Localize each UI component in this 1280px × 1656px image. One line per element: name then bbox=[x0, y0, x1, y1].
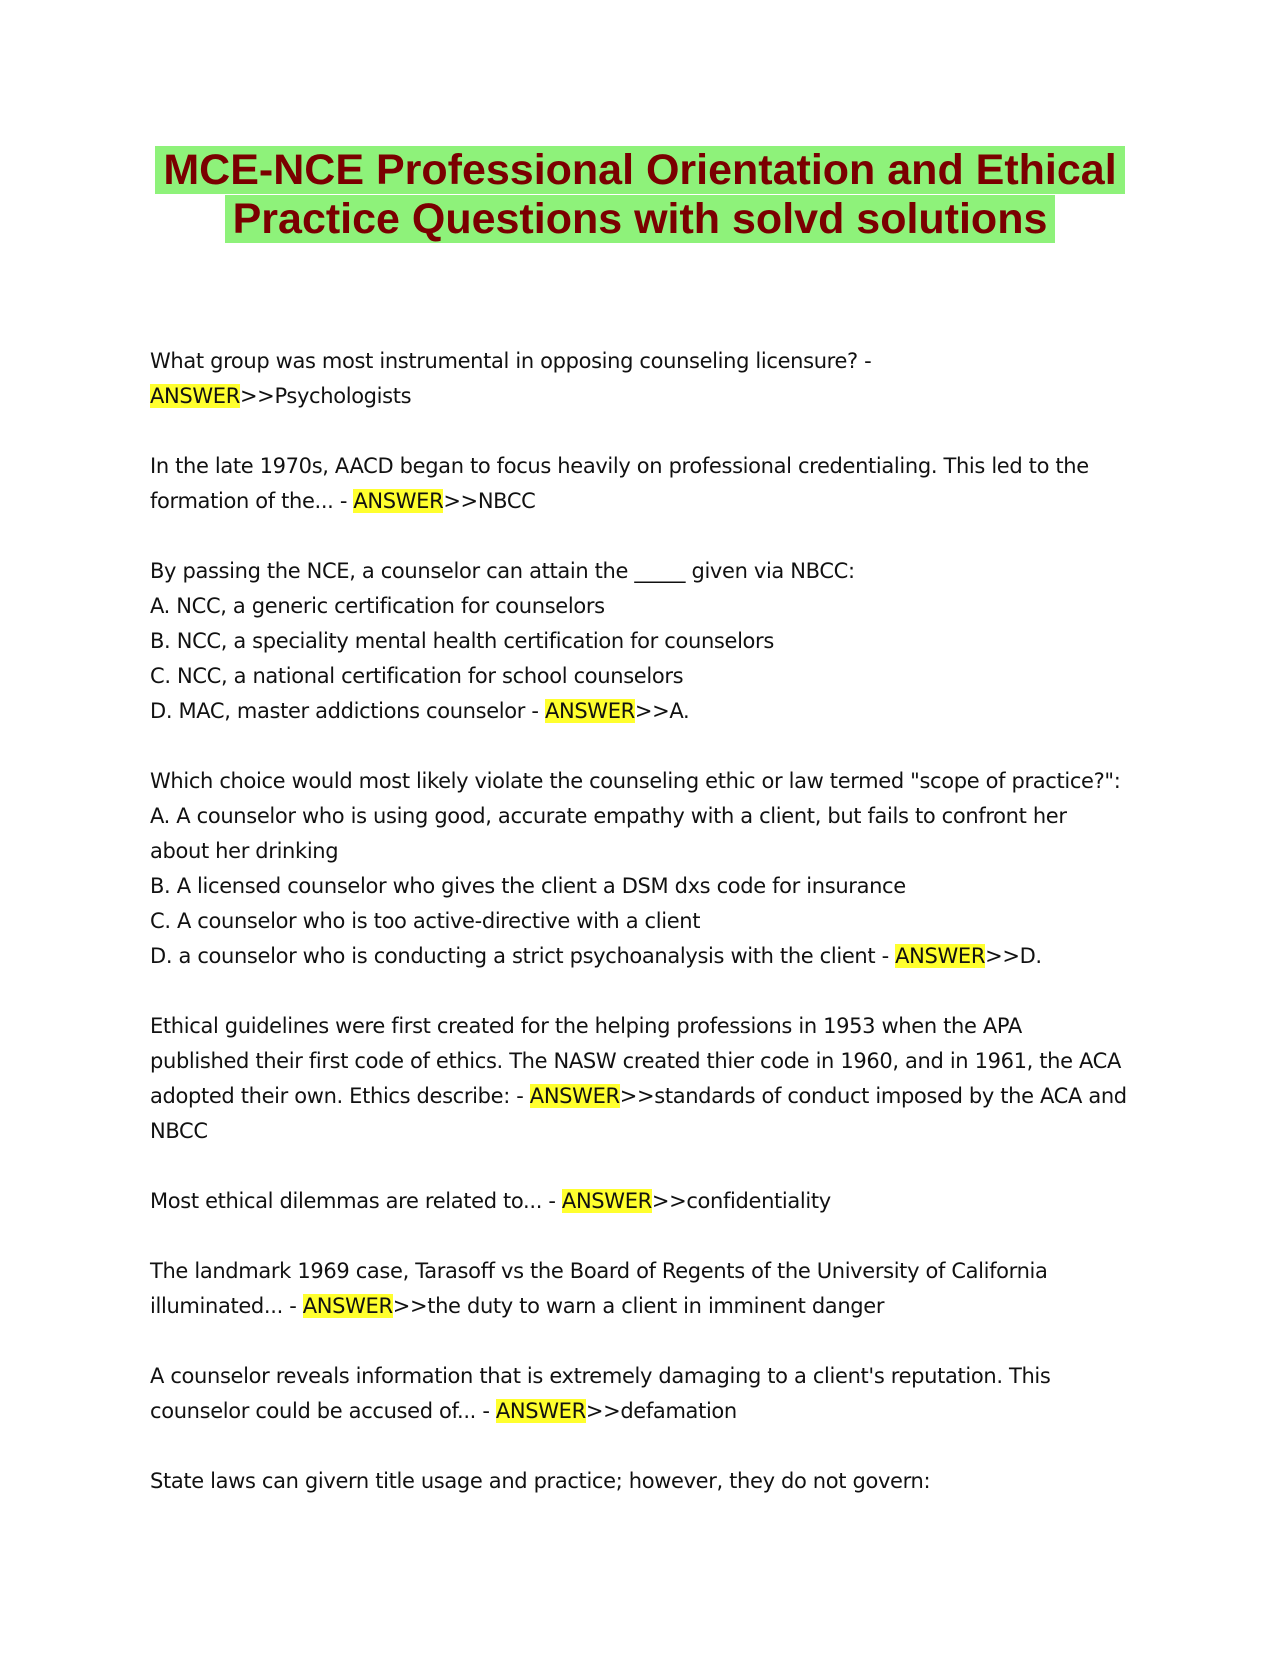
qa-item-7 bbox=[150, 1254, 1135, 1324]
answer-prefix: adopted their own. Ethics describe: - bbox=[150, 1084, 530, 1108]
option-line: A. A counselor who is using good, accurate empathy with a client, but fails to confront her bbox=[150, 804, 1067, 828]
question-line: Which choice would most likely violate the counseling ethic or law termed "scope of practice?": bbox=[150, 769, 1121, 793]
answer-marker: >> bbox=[392, 1294, 428, 1318]
answer-text: confidentiality bbox=[686, 1189, 831, 1213]
answer-label: ANSWER bbox=[561, 1189, 652, 1213]
answer-line bbox=[150, 939, 1135, 974]
answer-label: ANSWER bbox=[529, 1084, 620, 1108]
title-line-1: MCE-NCE Professional Orientation and Ethical bbox=[155, 146, 1124, 194]
answer-label: ANSWER bbox=[353, 489, 444, 513]
answer-text: Psychologists bbox=[274, 384, 412, 408]
option-line: B. A licensed counselor who gives the client a DSM dxs code for insurance bbox=[150, 874, 906, 898]
document-title bbox=[80, 146, 1200, 244]
question-line: State laws can givern title usage and practice; however, they do not govern: bbox=[150, 1469, 931, 1493]
answer-text: D. bbox=[1019, 944, 1042, 968]
answer-text: A. bbox=[669, 699, 690, 723]
qa-item-4 bbox=[150, 764, 1135, 974]
answer-line bbox=[150, 1079, 1135, 1114]
answer-prefix: illuminated... - bbox=[150, 1294, 303, 1318]
option-line: about her drinking bbox=[150, 839, 339, 863]
qa-item-3 bbox=[150, 554, 1135, 729]
answer-text: the duty to warn a client in imminent danger bbox=[427, 1294, 885, 1318]
question-line: What group was most instrumental in opposing counseling licensure? - bbox=[150, 349, 872, 373]
answer-prefix: formation of the... - bbox=[150, 489, 354, 513]
answer-continuation: NBCC bbox=[150, 1119, 208, 1143]
answer-line bbox=[150, 1394, 1135, 1429]
answer-marker: >> bbox=[239, 384, 275, 408]
question-line: Ethical guidelines were first created for the helping professions in 1953 when the APA bbox=[150, 1014, 1022, 1038]
option-line: C. NCC, a national certification for school counselors bbox=[150, 664, 684, 688]
answer-line bbox=[150, 1289, 1135, 1324]
answer-marker: >> bbox=[619, 1084, 655, 1108]
qa-list bbox=[150, 344, 1135, 1534]
answer-marker: >> bbox=[443, 489, 478, 513]
qa-item-8 bbox=[150, 1359, 1135, 1429]
answer-text: standards of conduct imposed by the ACA and bbox=[654, 1084, 1127, 1108]
option-line: C. A counselor who is too active-directive with a client bbox=[150, 909, 701, 933]
qa-item-1 bbox=[150, 344, 1135, 414]
answer-text: defamation bbox=[620, 1399, 737, 1423]
answer-marker: >> bbox=[585, 1399, 621, 1423]
qa-item-6 bbox=[150, 1184, 1135, 1219]
answer-line bbox=[150, 694, 1135, 729]
question-line: The landmark 1969 case, Tarasoff vs the Board of Regents of the University of California bbox=[150, 1259, 1048, 1283]
question-line: published their first code of ethics. The NASW created thier code in 1960, and in 1961, the ACA bbox=[150, 1049, 1121, 1073]
qa-item-5 bbox=[150, 1009, 1135, 1149]
title-line-2: Practice Questions with solvd solutions bbox=[225, 195, 1056, 243]
answer-marker: >> bbox=[634, 699, 670, 723]
qa-item-9 bbox=[150, 1464, 1135, 1499]
answer-label: ANSWER bbox=[150, 384, 240, 408]
answer-text: NBCC bbox=[477, 489, 536, 513]
answer-marker: >> bbox=[651, 1189, 687, 1213]
answer-line bbox=[150, 379, 1135, 414]
answer-marker: >> bbox=[985, 944, 1020, 968]
option-line: A. NCC, a generic certification for counselors bbox=[150, 594, 605, 618]
answer-label: ANSWER bbox=[495, 1399, 586, 1423]
answer-line bbox=[150, 1184, 1135, 1219]
option-line: B. NCC, a speciality mental health certification for counselors bbox=[150, 629, 774, 653]
question-line: In the late 1970s, AACD began to focus heavily on professional credentialing. This led to the bbox=[150, 454, 1089, 478]
answer-label: ANSWER bbox=[895, 944, 986, 968]
answer-label: ANSWER bbox=[544, 699, 635, 723]
answer-line bbox=[150, 484, 1135, 519]
answer-prefix: D. MAC, master addictions counselor - bbox=[150, 699, 545, 723]
answer-prefix: Most ethical dilemmas are related to... - bbox=[150, 1189, 562, 1213]
answer-prefix: counselor could be accused of... - bbox=[150, 1399, 496, 1423]
question-line: A counselor reveals information that is extremely damaging to a client's reputation. This bbox=[150, 1364, 1051, 1388]
answer-prefix: D. a counselor who is conducting a strict psychoanalysis with the client - bbox=[150, 944, 896, 968]
answer-label: ANSWER bbox=[302, 1294, 393, 1318]
question-line: By passing the NCE, a counselor can attain the _____ given via NBCC: bbox=[150, 559, 855, 583]
qa-item-2 bbox=[150, 449, 1135, 519]
